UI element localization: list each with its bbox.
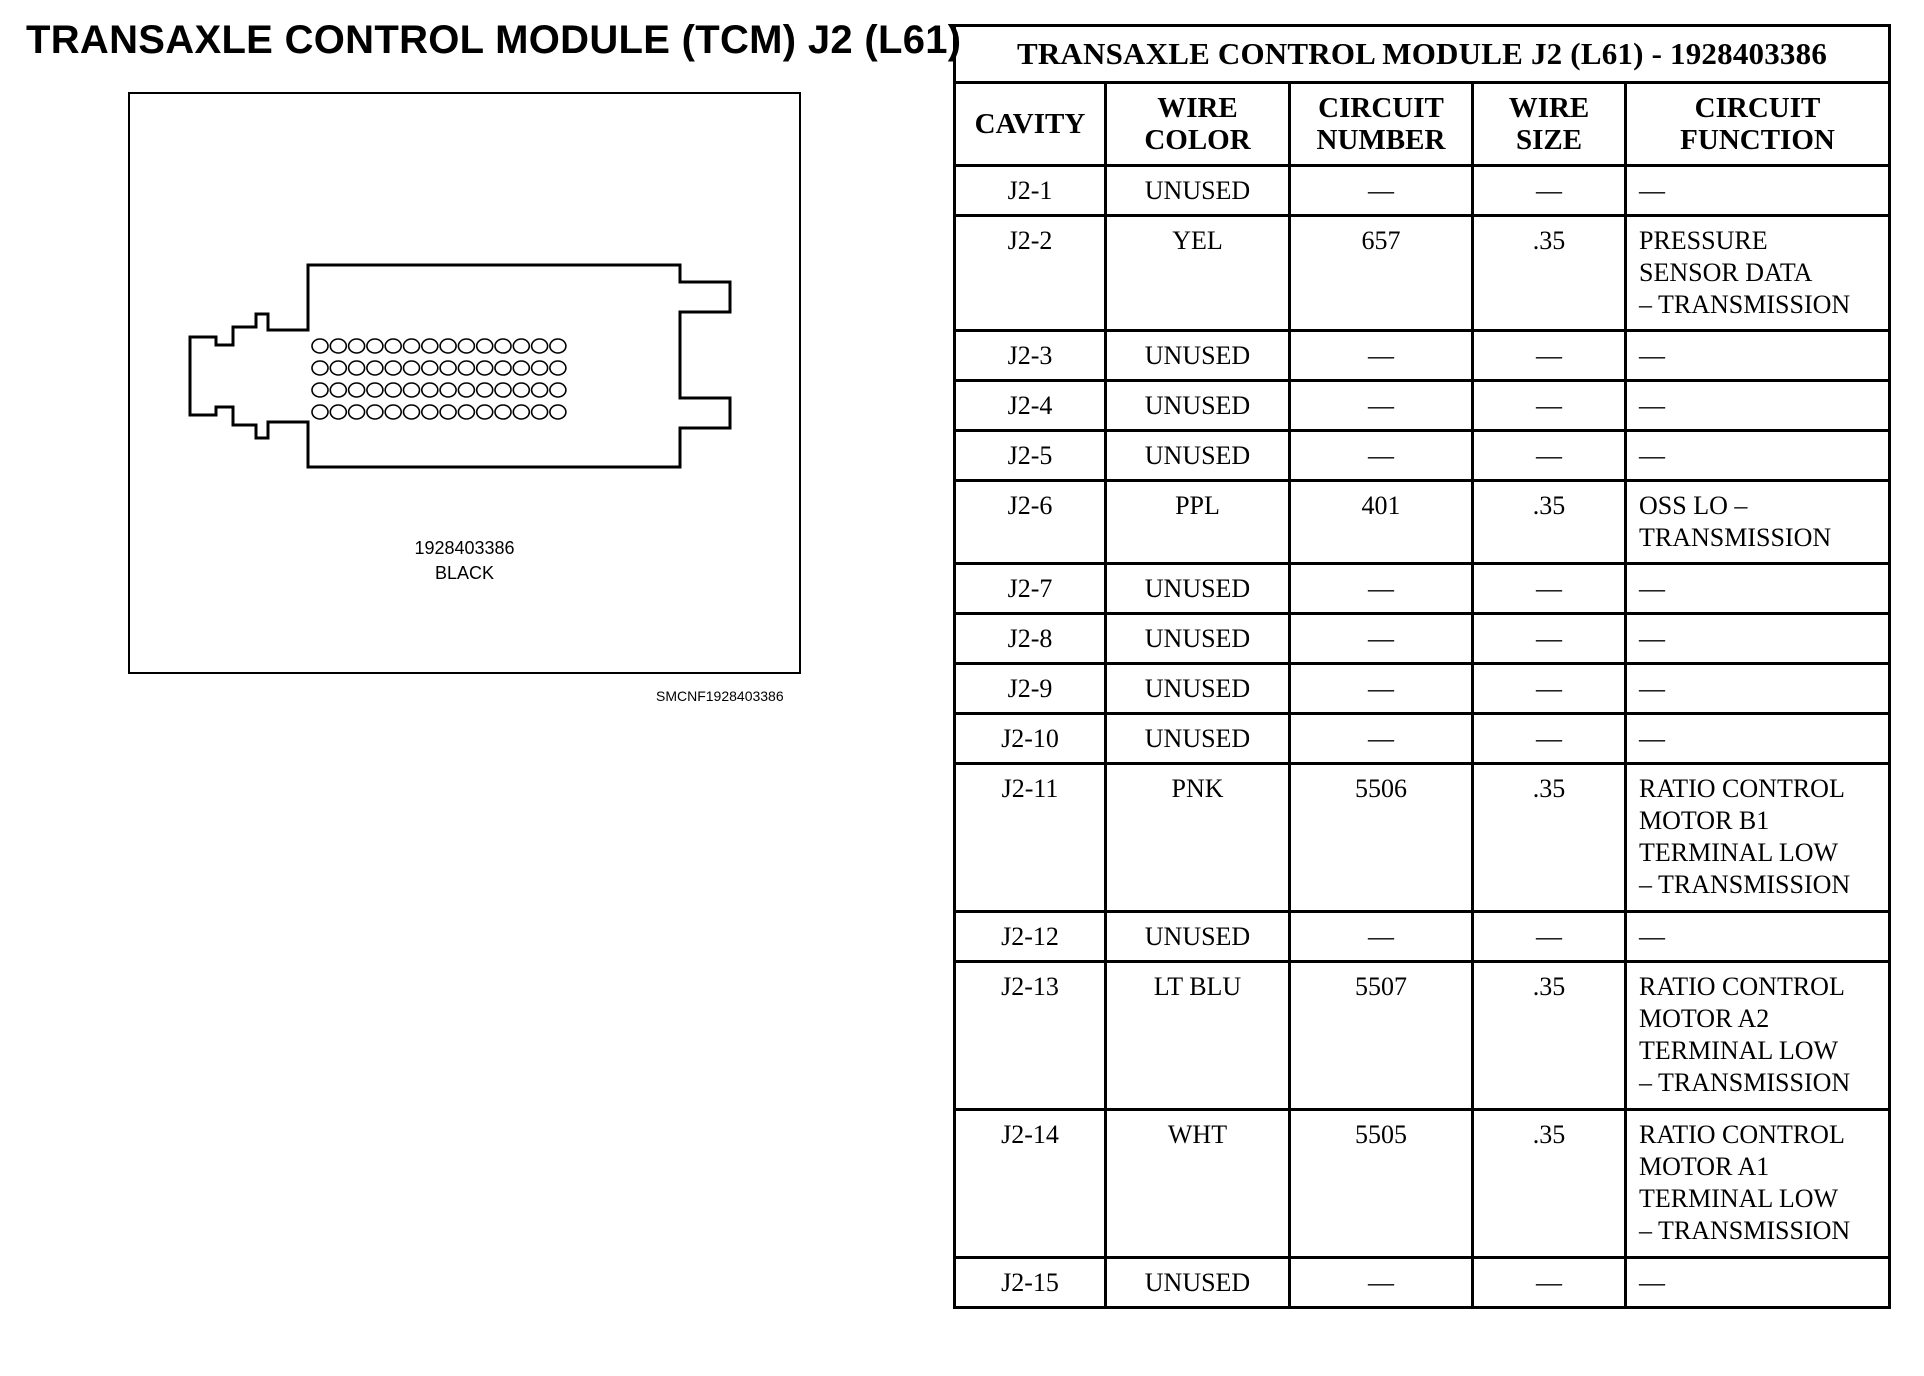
wire-size-cell: — bbox=[1473, 912, 1626, 962]
connector-pin bbox=[312, 339, 328, 353]
table-row bbox=[955, 1110, 1890, 1258]
cavity-cell: J2-11 bbox=[955, 764, 1106, 912]
connector-pin bbox=[367, 405, 383, 419]
connector-color: BLACK bbox=[434, 563, 495, 583]
connector-pin bbox=[367, 339, 383, 353]
connector-pin bbox=[422, 405, 438, 419]
circuit-function-line: MOTOR B1 bbox=[1639, 806, 1770, 835]
circuit-function-line: RATIO CONTROL bbox=[1639, 972, 1845, 1001]
connector-pin bbox=[404, 405, 420, 419]
connector-pin bbox=[513, 339, 529, 353]
table-row bbox=[955, 664, 1890, 714]
wire-color-cell: WHT bbox=[1106, 1110, 1290, 1258]
wire-color-cell: UNUSED bbox=[1106, 1258, 1290, 1308]
wire-size-cell: — bbox=[1473, 564, 1626, 614]
wire-color-cell: UNUSED bbox=[1106, 714, 1290, 764]
table-row bbox=[955, 331, 1890, 381]
connector-pin bbox=[440, 361, 456, 375]
table-row bbox=[955, 381, 1890, 431]
wire-size-cell: — bbox=[1473, 614, 1626, 664]
cavity-cell: J2-10 bbox=[955, 714, 1106, 764]
cavity-cell: J2-14 bbox=[955, 1110, 1106, 1258]
wire-size-cell: — bbox=[1473, 431, 1626, 481]
wire-color-cell: UNUSED bbox=[1106, 381, 1290, 431]
wire-size-cell: .35 bbox=[1473, 481, 1626, 564]
connector-pin bbox=[458, 405, 474, 419]
header-wire-color: WIRE COLOR bbox=[1106, 83, 1290, 166]
wire-size-cell: .35 bbox=[1473, 764, 1626, 912]
header-cavity: CAVITY bbox=[955, 83, 1106, 166]
circuit-function-cell bbox=[1626, 912, 1890, 962]
circuit-number-cell: — bbox=[1290, 912, 1473, 962]
circuit-function-line: — bbox=[1639, 574, 1665, 603]
circuit-function-cell bbox=[1626, 1258, 1890, 1308]
wire-color-cell: UNUSED bbox=[1106, 564, 1290, 614]
circuit-number-cell: — bbox=[1290, 564, 1473, 614]
circuit-function-cell bbox=[1626, 664, 1890, 714]
wire-color-cell: UNUSED bbox=[1106, 166, 1290, 216]
circuit-function-line: — bbox=[1639, 341, 1665, 370]
connector-pin bbox=[312, 361, 328, 375]
connector-pin bbox=[422, 339, 438, 353]
connector-pin bbox=[458, 361, 474, 375]
connector-pin bbox=[385, 339, 401, 353]
figure-code: SMCNF1928403386 bbox=[656, 688, 784, 704]
connector-pin bbox=[330, 383, 346, 397]
cavity-cell: J2-5 bbox=[955, 431, 1106, 481]
connector-pin bbox=[477, 339, 493, 353]
wire-size-cell: — bbox=[1473, 714, 1626, 764]
circuit-function-cell bbox=[1626, 481, 1890, 564]
connector-pin bbox=[458, 339, 474, 353]
circuit-function-line: — bbox=[1639, 176, 1665, 205]
page-title: TRANSAXLE CONTROL MODULE (TCM) J2 (L61) bbox=[26, 18, 962, 62]
circuit-function-cell bbox=[1626, 614, 1890, 664]
connector-pin bbox=[477, 405, 493, 419]
wire-size-cell: — bbox=[1473, 381, 1626, 431]
connector-pin bbox=[440, 339, 456, 353]
connector-pin bbox=[532, 361, 548, 375]
connector-outline bbox=[130, 94, 799, 672]
wire-size-cell: — bbox=[1473, 664, 1626, 714]
circuit-function-cell bbox=[1626, 1110, 1890, 1258]
connector-pin bbox=[532, 405, 548, 419]
circuit-function-line: — bbox=[1639, 1268, 1665, 1297]
cavity-cell: J2-2 bbox=[955, 216, 1106, 331]
connector-pin bbox=[330, 361, 346, 375]
table-row bbox=[955, 614, 1890, 664]
header-circuit-number: CIRCUIT NUMBER bbox=[1290, 83, 1473, 166]
circuit-number-cell: 5506 bbox=[1290, 764, 1473, 912]
circuit-function-line: — bbox=[1639, 922, 1665, 951]
cavity-cell: J2-15 bbox=[955, 1258, 1106, 1308]
wire-color-cell: LT BLU bbox=[1106, 962, 1290, 1110]
wire-size-cell: — bbox=[1473, 166, 1626, 216]
circuit-function-line: MOTOR A2 bbox=[1639, 1004, 1770, 1033]
connector-diagram bbox=[128, 92, 801, 674]
connector-pin bbox=[349, 339, 365, 353]
connector-pin bbox=[477, 361, 493, 375]
connector-pin bbox=[532, 339, 548, 353]
wire-color-cell: UNUSED bbox=[1106, 431, 1290, 481]
circuit-function-line: — bbox=[1639, 624, 1665, 653]
connector-pinout-table bbox=[953, 24, 1891, 1309]
connector-pin bbox=[513, 405, 529, 419]
circuit-function-cell bbox=[1626, 564, 1890, 614]
connector-pin bbox=[422, 383, 438, 397]
cavity-cell: J2-13 bbox=[955, 962, 1106, 1110]
wire-size-cell: — bbox=[1473, 1258, 1626, 1308]
cavity-cell: J2-12 bbox=[955, 912, 1106, 962]
connector-pin bbox=[349, 383, 365, 397]
circuit-number-cell: 401 bbox=[1290, 481, 1473, 564]
connector-pin bbox=[495, 383, 511, 397]
cavity-cell: J2-1 bbox=[955, 166, 1106, 216]
circuit-number-cell: 5507 bbox=[1290, 962, 1473, 1110]
circuit-function-cell bbox=[1626, 714, 1890, 764]
table-title: TRANSAXLE CONTROL MODULE J2 (L61) - 1928403386 bbox=[955, 26, 1890, 83]
circuit-number-cell: — bbox=[1290, 431, 1473, 481]
table-row bbox=[955, 431, 1890, 481]
circuit-function-line: – TRANSMISSION bbox=[1639, 870, 1851, 899]
connector-pin bbox=[532, 383, 548, 397]
circuit-function-line: — bbox=[1639, 391, 1665, 420]
circuit-function-cell bbox=[1626, 331, 1890, 381]
wire-color-cell: UNUSED bbox=[1106, 331, 1290, 381]
wire-color-cell: UNUSED bbox=[1106, 614, 1290, 664]
circuit-function-cell bbox=[1626, 764, 1890, 912]
connector-pin bbox=[550, 383, 566, 397]
circuit-number-cell: — bbox=[1290, 664, 1473, 714]
wire-size-cell: .35 bbox=[1473, 1110, 1626, 1258]
connector-pin bbox=[330, 405, 346, 419]
table-row bbox=[955, 1258, 1890, 1308]
connector-pin bbox=[404, 361, 420, 375]
connector-pin bbox=[477, 383, 493, 397]
connector-pin bbox=[404, 339, 420, 353]
connector-pin bbox=[513, 361, 529, 375]
table-row bbox=[955, 166, 1890, 216]
circuit-function-line: – TRANSMISSION bbox=[1639, 290, 1851, 319]
circuit-function-cell bbox=[1626, 216, 1890, 331]
circuit-function-line: SENSOR DATA bbox=[1639, 258, 1813, 287]
circuit-number-cell: — bbox=[1290, 614, 1473, 664]
circuit-number-cell: — bbox=[1290, 331, 1473, 381]
connector-pin bbox=[440, 383, 456, 397]
circuit-function-line: — bbox=[1639, 441, 1665, 470]
cavity-cell: J2-3 bbox=[955, 331, 1106, 381]
cavity-cell: J2-7 bbox=[955, 564, 1106, 614]
connector-pin bbox=[312, 383, 328, 397]
wire-size-cell: .35 bbox=[1473, 962, 1626, 1110]
circuit-function-line: – TRANSMISSION bbox=[1639, 1068, 1851, 1097]
circuit-function-line: RATIO CONTROL bbox=[1639, 1120, 1845, 1149]
header-circuit-function: CIRCUIT FUNCTION bbox=[1626, 83, 1890, 166]
connector-pin bbox=[404, 383, 420, 397]
connector-pin bbox=[385, 405, 401, 419]
wire-color-cell: UNUSED bbox=[1106, 664, 1290, 714]
table-row bbox=[955, 216, 1890, 331]
header-wire-size: WIRE SIZE bbox=[1473, 83, 1626, 166]
circuit-function-cell bbox=[1626, 962, 1890, 1110]
circuit-function-line: – TRANSMISSION bbox=[1639, 1216, 1851, 1245]
connector-pin bbox=[550, 405, 566, 419]
circuit-function-line: — bbox=[1639, 724, 1665, 753]
wire-size-cell: — bbox=[1473, 331, 1626, 381]
connector-pin bbox=[458, 383, 474, 397]
circuit-function-line: RATIO CONTROL bbox=[1639, 774, 1845, 803]
circuit-number-cell: 657 bbox=[1290, 216, 1473, 331]
table-row bbox=[955, 912, 1890, 962]
circuit-function-line: TRANSMISSION bbox=[1639, 523, 1832, 552]
wire-color-cell: YEL bbox=[1106, 216, 1290, 331]
cavity-cell: J2-4 bbox=[955, 381, 1106, 431]
table-row bbox=[955, 564, 1890, 614]
circuit-function-line: — bbox=[1639, 674, 1665, 703]
connector-pin bbox=[513, 383, 529, 397]
circuit-number-cell: 5505 bbox=[1290, 1110, 1473, 1258]
wire-color-cell: PNK bbox=[1106, 764, 1290, 912]
connector-housing bbox=[190, 265, 730, 467]
circuit-number-cell: — bbox=[1290, 1258, 1473, 1308]
circuit-function-cell bbox=[1626, 381, 1890, 431]
connector-pin bbox=[385, 383, 401, 397]
circuit-function-line: TERMINAL LOW bbox=[1639, 1036, 1839, 1065]
connector-pin bbox=[349, 405, 365, 419]
connector-pin bbox=[367, 383, 383, 397]
table-row bbox=[955, 962, 1890, 1110]
connector-pin bbox=[422, 361, 438, 375]
connector-part-number: 1928403386 bbox=[414, 538, 515, 558]
connector-pin bbox=[367, 361, 383, 375]
connector-pin bbox=[349, 361, 365, 375]
circuit-function-line: OSS LO – bbox=[1639, 491, 1748, 520]
connector-pin bbox=[385, 361, 401, 375]
cavity-cell: J2-9 bbox=[955, 664, 1106, 714]
connector-pin bbox=[495, 361, 511, 375]
wire-color-cell: UNUSED bbox=[1106, 912, 1290, 962]
connector-pin bbox=[312, 405, 328, 419]
connector-pin bbox=[495, 405, 511, 419]
table-row bbox=[955, 764, 1890, 912]
connector-pin bbox=[330, 339, 346, 353]
circuit-function-line: MOTOR A1 bbox=[1639, 1152, 1770, 1181]
circuit-number-cell: — bbox=[1290, 714, 1473, 764]
circuit-number-cell: — bbox=[1290, 166, 1473, 216]
table-body bbox=[955, 166, 1890, 1308]
wire-color-cell: PPL bbox=[1106, 481, 1290, 564]
pin-grid bbox=[312, 339, 566, 419]
table-row bbox=[955, 481, 1890, 564]
connector-pin bbox=[495, 339, 511, 353]
connector-pin bbox=[550, 339, 566, 353]
cavity-cell: J2-6 bbox=[955, 481, 1106, 564]
cavity-cell: J2-8 bbox=[955, 614, 1106, 664]
circuit-function-cell bbox=[1626, 166, 1890, 216]
connector-pin bbox=[440, 405, 456, 419]
circuit-function-cell bbox=[1626, 431, 1890, 481]
circuit-function-line: TERMINAL LOW bbox=[1639, 838, 1839, 867]
table-row bbox=[955, 714, 1890, 764]
circuit-function-line: PRESSURE bbox=[1639, 226, 1768, 255]
circuit-function-line: TERMINAL LOW bbox=[1639, 1184, 1839, 1213]
circuit-number-cell: — bbox=[1290, 381, 1473, 431]
wire-size-cell: .35 bbox=[1473, 216, 1626, 331]
connector-pin bbox=[550, 361, 566, 375]
